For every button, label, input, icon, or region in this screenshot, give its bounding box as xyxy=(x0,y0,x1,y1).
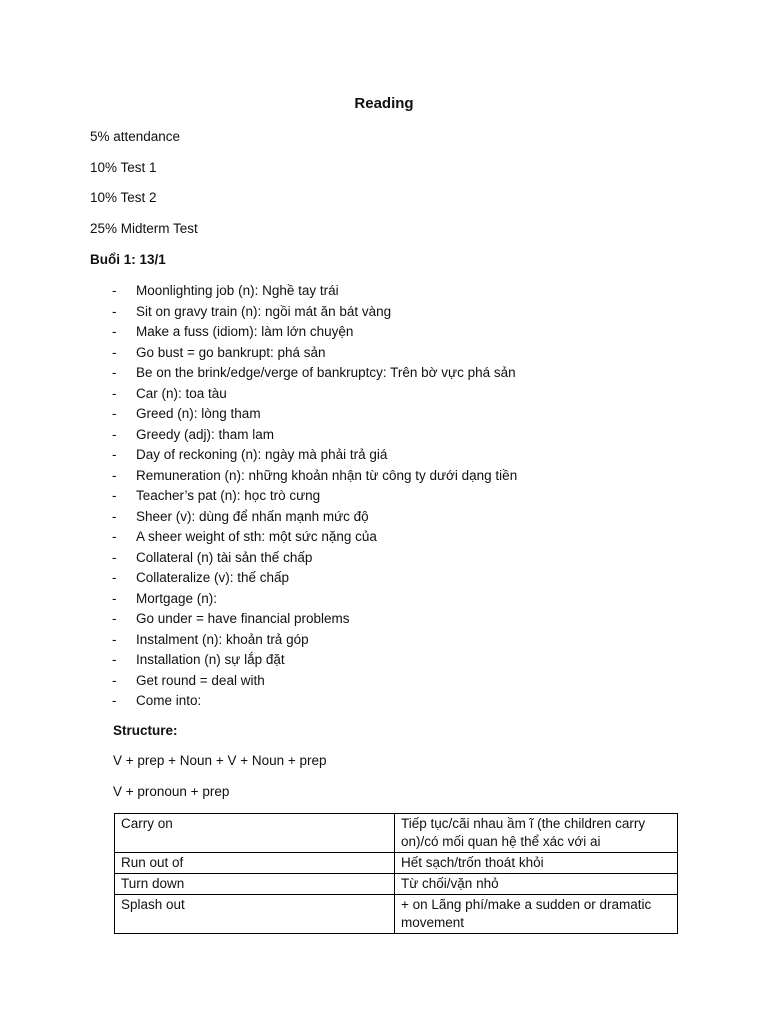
vocabulary-entry: Get round = deal with xyxy=(136,672,265,688)
structure-heading: Structure: xyxy=(113,723,178,738)
vocabulary-entry: Teacher’s pat (n): học trò cưng xyxy=(136,488,321,503)
phrasal-verb-cell: Run out of xyxy=(115,853,395,874)
vocabulary-entry: Remuneration (n): những khoản nhận từ công ty dưới dạng tiền xyxy=(136,467,518,483)
vocabulary-entry: Moonlighting job (n): Nghề tay trái xyxy=(136,283,339,298)
table-row xyxy=(115,814,678,853)
bullet-dash: - xyxy=(112,672,117,688)
vocabulary-entry: Greedy (adj): tham lam xyxy=(136,426,275,442)
bullet-dash: - xyxy=(112,283,117,298)
bullet-dash: - xyxy=(112,406,117,421)
vocabulary-entry: Make a fuss (idiom): làm lớn chuyện xyxy=(136,324,354,339)
bullet-dash: - xyxy=(112,365,117,380)
grading-midterm: 25% Midterm Test xyxy=(90,221,198,236)
structure-line-1: V + prep + Noun + V + Noun + prep xyxy=(113,753,327,768)
table-row xyxy=(115,853,678,874)
phrasal-verb-cell: Carry on xyxy=(115,814,395,853)
bullet-dash: - xyxy=(112,631,117,647)
bullet-dash: - xyxy=(112,467,117,483)
bullet-dash: - xyxy=(112,611,117,626)
meaning-cell: Tiếp tục/cãi nhau ầm ĩ (the children carry on)/có mối quan hệ thể xác với ai xyxy=(395,814,678,853)
vocabulary-entry: Go under = have financial problems xyxy=(136,611,350,626)
vocabulary-entry: Car (n): toa tàu xyxy=(136,385,227,401)
vocabulary-entry: Mortgage (n): xyxy=(136,590,218,606)
vocabulary-entry: Go bust = go bankrupt: phá sản xyxy=(136,344,326,360)
bullet-dash: - xyxy=(112,508,117,524)
vocabulary-entry: Installation (n) sự lắp đặt xyxy=(136,652,285,667)
meaning-cell: Từ chối/vặn nhỏ xyxy=(395,874,678,895)
vocabulary-entry: Instalment (n): khoản trả góp xyxy=(136,631,309,647)
bullet-dash: - xyxy=(112,344,117,360)
vocabulary-entry: Come into: xyxy=(136,693,202,708)
bullet-dash: - xyxy=(112,447,117,462)
table-row xyxy=(115,874,678,895)
table-row xyxy=(115,895,678,934)
bullet-dash: - xyxy=(112,385,117,401)
phrasal-verb-cell: Splash out xyxy=(115,895,395,934)
grading-test-2: 10% Test 2 xyxy=(90,190,157,205)
vocabulary-entry: Collateral (n) tài sản thế chấp xyxy=(136,549,313,565)
bullet-dash: - xyxy=(112,652,117,667)
vocabulary-entry: Be on the brink/edge/verge of bankruptcy: Trên bờ vực phá sản xyxy=(136,365,516,380)
bullet-dash: - xyxy=(112,549,117,565)
bullet-dash: - xyxy=(112,324,117,339)
bullet-dash: - xyxy=(112,529,117,544)
vocabulary-entry: Greed (n): lòng tham xyxy=(136,406,261,421)
bullet-dash: - xyxy=(112,590,117,606)
phrasal-verb-cell: Turn down xyxy=(115,874,395,895)
vocabulary-entry: Collateralize (v): thế chấp xyxy=(136,570,290,585)
vocabulary-entry: A sheer weight of sth: một sức nặng của xyxy=(136,529,377,544)
vocabulary-entry: Sheer (v): dùng để nhấn mạnh mức độ xyxy=(136,508,369,524)
grading-attendance: 5% attendance xyxy=(90,129,181,144)
session-heading: Buổi 1: 13/1 xyxy=(90,252,166,267)
meaning-cell: + on Lãng phí/make a sudden or dramatic movement xyxy=(395,895,678,934)
bullet-dash: - xyxy=(112,426,117,442)
structure-line-2: V + pronoun + prep xyxy=(113,784,230,799)
meaning-cell: Hết sạch/trốn thoát khỏi xyxy=(395,853,678,874)
bullet-dash: - xyxy=(112,303,117,319)
vocabulary-entry: Sit on gravy train (n): ngồi mát ăn bát vàng xyxy=(136,303,392,319)
phrasal-verb-table xyxy=(114,813,678,934)
document-title: Reading xyxy=(354,95,414,112)
vocabulary-entry: Day of reckoning (n): ngày mà phải trả giá xyxy=(136,447,388,462)
bullet-dash: - xyxy=(112,570,117,585)
bullet-dash: - xyxy=(112,488,117,503)
bullet-dash: - xyxy=(112,693,117,708)
grading-test-1: 10% Test 1 xyxy=(90,160,157,175)
